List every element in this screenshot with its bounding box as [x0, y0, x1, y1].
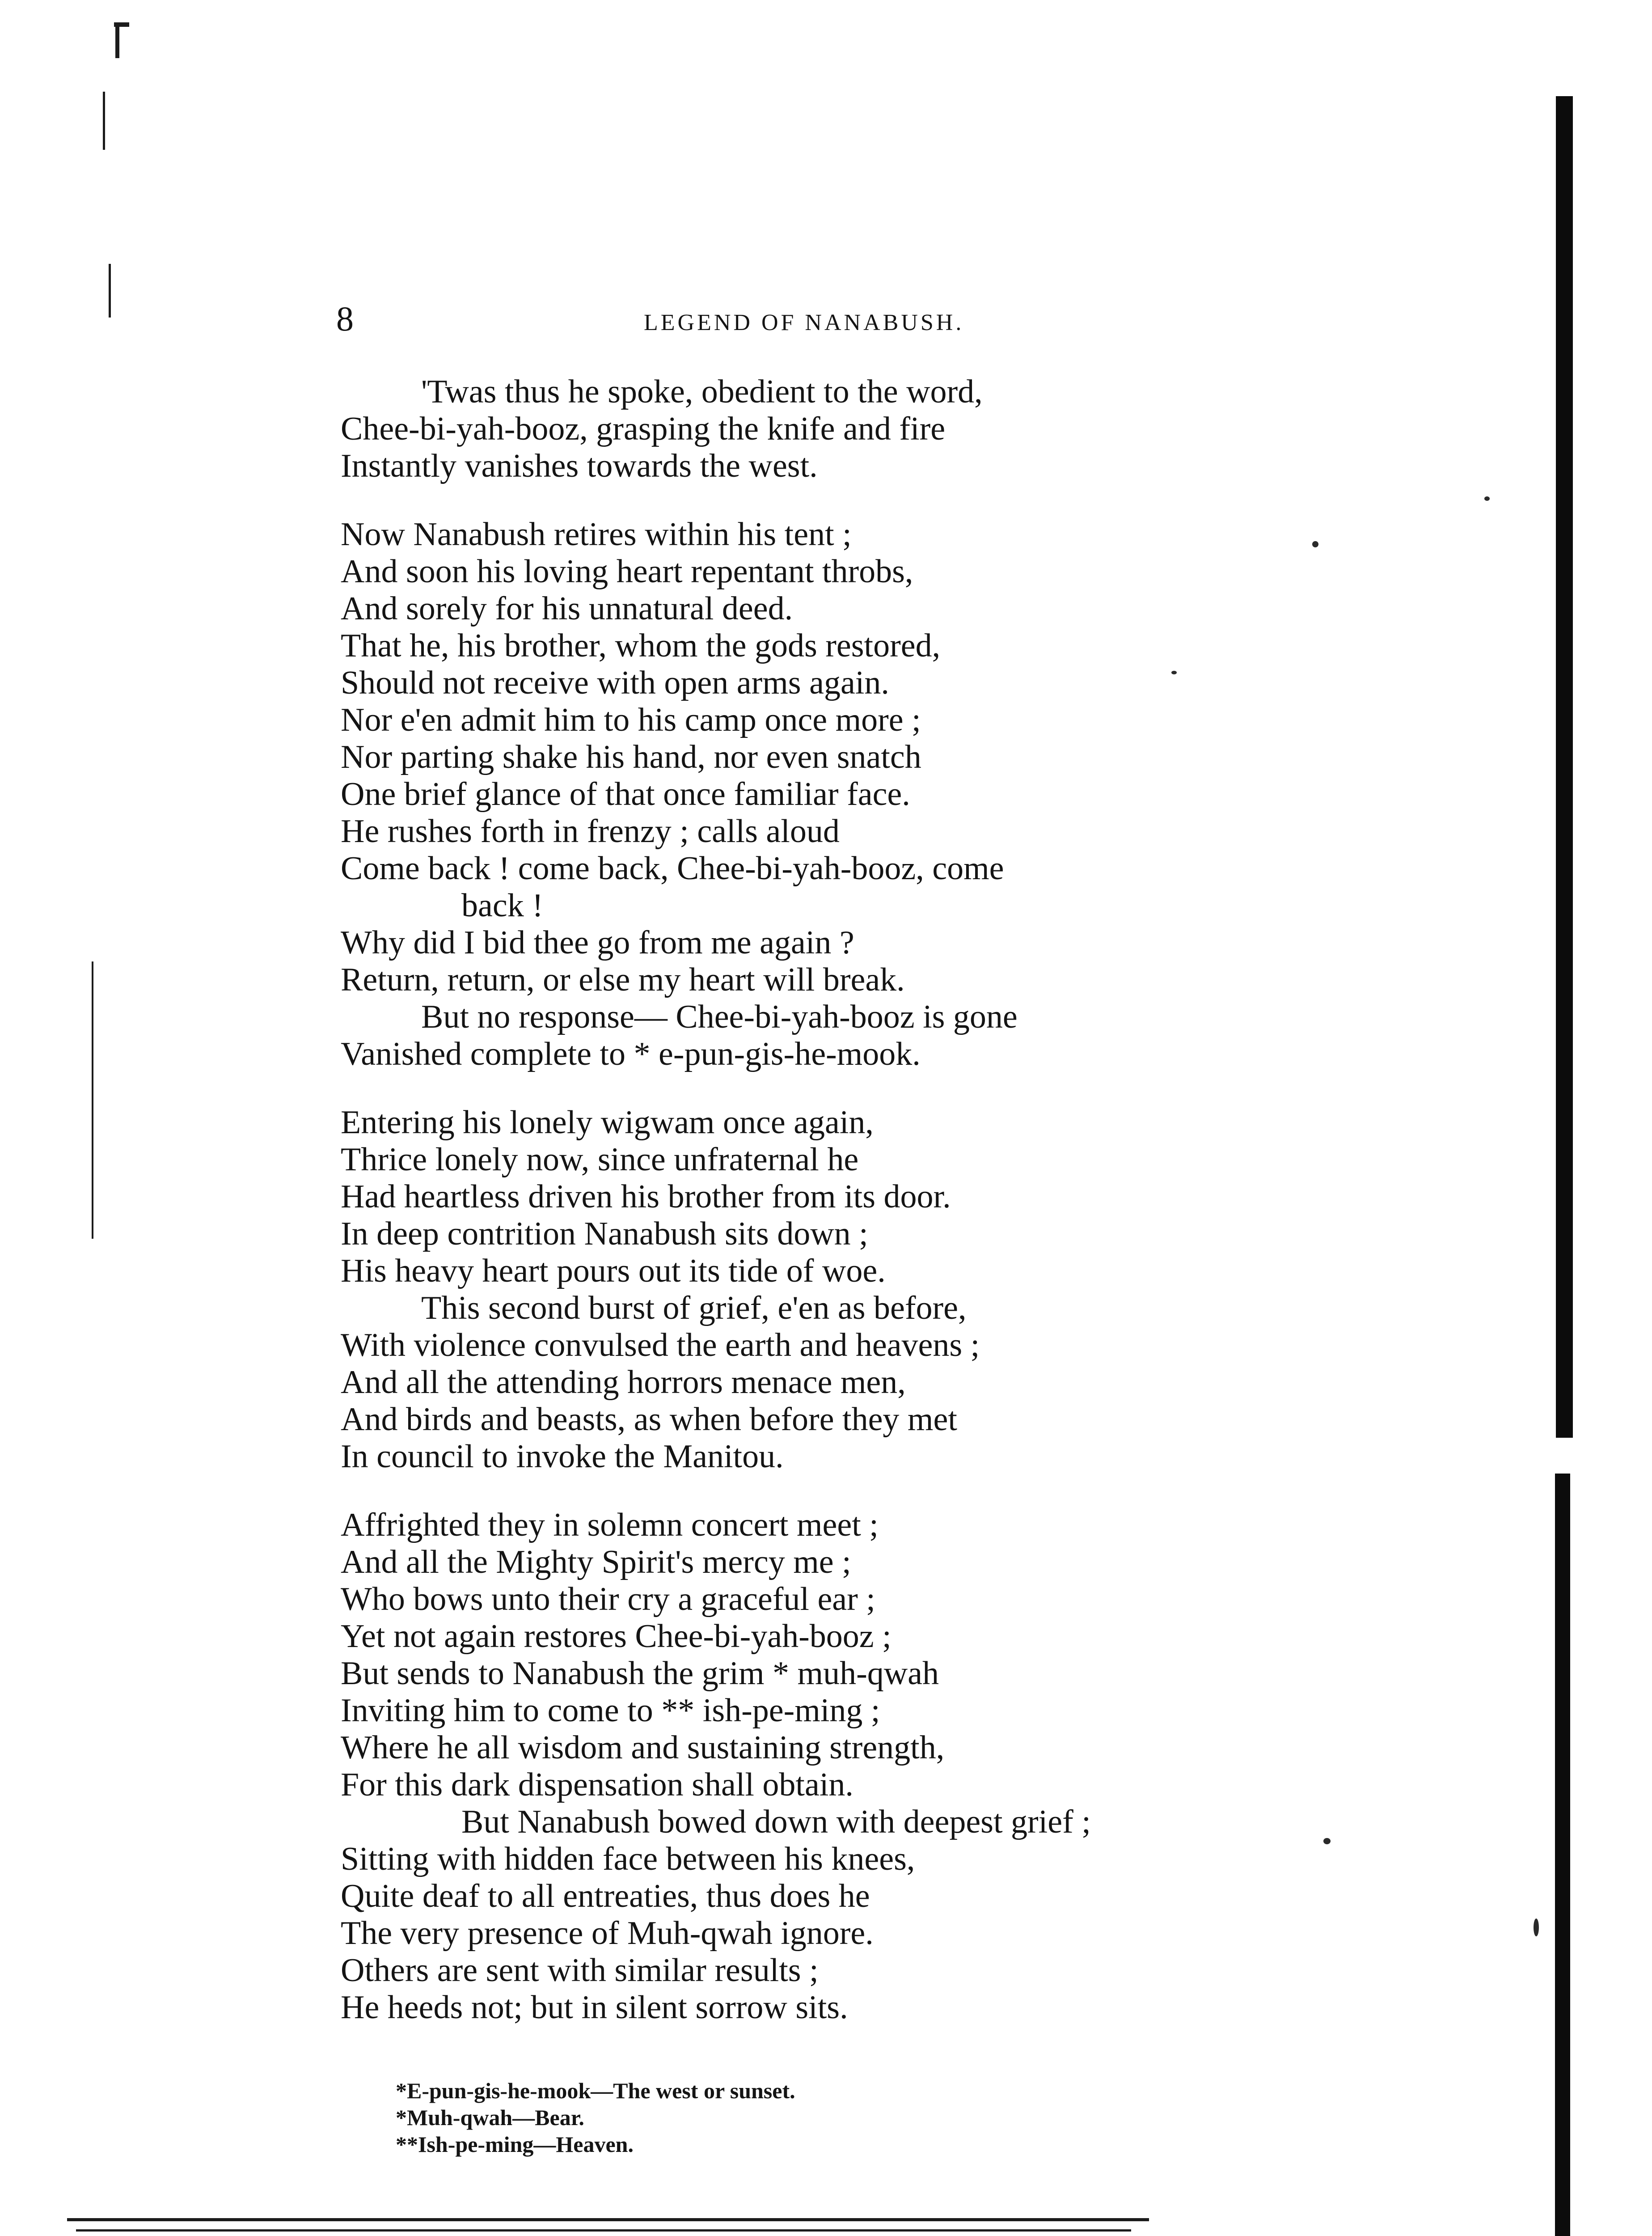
- poem-line: His heavy heart pours out its tide of woe.: [341, 1253, 886, 1289]
- poem-line: In council to invoke the Manitou.: [341, 1438, 784, 1475]
- poem-line: Inviting him to come to ** ish-pe-ming ;: [341, 1692, 880, 1729]
- footnote: *E-pun-gis-he-mook—The west or sunset.: [396, 2078, 795, 2103]
- poem-line: He heeds not; but in silent sorrow sits.: [341, 1989, 848, 2026]
- poem-line: Where he all wisdom and sustaining strength,: [341, 1729, 945, 1766]
- poem-line: But Nanabush bowed down with deepest grief ;: [461, 1804, 1091, 1840]
- poem-line: 'Twas thus he spoke, obedient to the word,: [421, 373, 983, 410]
- scan-speck: [1171, 671, 1177, 674]
- poem-line: And all the Mighty Spirit's mercy me ;: [341, 1544, 851, 1580]
- bottom-rule: [76, 2229, 1131, 2232]
- poem-line: Nor parting shake his hand, nor even snatch: [341, 739, 921, 775]
- bottom-rule: [67, 2218, 1149, 2221]
- poem-line: And birds and beasts, as when before they met: [341, 1401, 957, 1438]
- poem-line: This second burst of grief, e'en as before,: [421, 1290, 967, 1326]
- poem-line: That he, his brother, whom the gods restored,: [341, 627, 941, 664]
- poem-line: He rushes forth in frenzy ; calls aloud: [341, 813, 840, 850]
- page-number: 8: [336, 299, 354, 338]
- footnote: **Ish-pe-ming—Heaven.: [396, 2132, 634, 2157]
- poem-line: For this dark dispensation shall obtain.: [341, 1766, 853, 1803]
- scan-speck: [1534, 1918, 1539, 1936]
- poem-line: And sorely for his unnatural deed.: [341, 590, 793, 627]
- footnotes: [396, 2077, 795, 2158]
- corner-mark: [115, 22, 119, 58]
- margin-mark: [109, 264, 111, 318]
- poem-line: Others are sent with similar results ;: [341, 1952, 819, 1989]
- poem-line: Nor e'en admit him to his camp once more ;: [341, 702, 921, 738]
- poem-line: But no response— Chee-bi-yah-booz is gone: [421, 999, 1018, 1035]
- scan-speck: [1484, 496, 1490, 501]
- poem-line: Vanished complete to * e-pun-gis-he-mook.: [341, 1036, 921, 1072]
- poem-line: In deep contrition Nanabush sits down ;: [341, 1215, 868, 1252]
- margin-mark: [92, 961, 93, 1239]
- poem-line: And soon his loving heart repentant throbs,: [341, 553, 913, 590]
- scan-speck: [1312, 541, 1318, 547]
- poem-line: Chee-bi-yah-booz, grasping the knife and fire: [341, 411, 946, 447]
- poem-line: Sitting with hidden face between his knees,: [341, 1841, 915, 1877]
- poem-line: Now Nanabush retires within his tent ;: [341, 516, 852, 553]
- scan-speck: [1323, 1838, 1331, 1844]
- poem-line: Entering his lonely wigwam once again,: [341, 1104, 874, 1141]
- poem-line: Return, return, or else my heart will break.: [341, 961, 905, 998]
- running-title: LEGEND OF NANABUSH.: [644, 310, 964, 335]
- poem-line: Thrice lonely now, since unfraternal he: [341, 1141, 859, 1178]
- poem-line: Should not receive with open arms again.: [341, 665, 889, 701]
- poem-line: Why did I bid thee go from me again ?: [341, 924, 854, 961]
- poem-line: Come back ! come back, Chee-bi-yah-booz, come: [341, 850, 1004, 887]
- poem-line: Who bows unto their cry a graceful ear ;: [341, 1581, 875, 1618]
- poem-line: Yet not again restores Chee-bi-yah-booz ;: [341, 1618, 891, 1655]
- stanza-break: [341, 485, 1235, 516]
- footnote: *Muh-qwah—Bear.: [396, 2105, 584, 2130]
- poem-line: Quite deaf to all entreaties, thus does he: [341, 1878, 870, 1914]
- poem-line: But sends to Nanabush the grim * muh-qwah: [341, 1655, 939, 1692]
- poem-line: One brief glance of that once familiar face.: [341, 776, 910, 813]
- poem-line: And all the attending horrors menace men,: [341, 1364, 906, 1401]
- binding-edge-shadow: [1555, 1474, 1570, 2236]
- stanza-break: [341, 1475, 1235, 1507]
- poem-line: With violence convulsed the earth and heavens ;: [341, 1327, 980, 1364]
- poem-line: back !: [461, 887, 543, 924]
- poem-line: Affrighted they in solemn concert meet ;: [341, 1507, 879, 1543]
- binding-edge-shadow: [1556, 96, 1573, 1438]
- poem-body: [341, 373, 1235, 2026]
- stanza-break: [341, 1073, 1235, 1104]
- poem-line: Instantly vanishes towards the west.: [341, 448, 818, 484]
- margin-mark: [103, 92, 105, 150]
- poem-line: Had heartless driven his brother from its door.: [341, 1178, 951, 1215]
- poem-line: The very presence of Muh-qwah ignore.: [341, 1915, 874, 1952]
